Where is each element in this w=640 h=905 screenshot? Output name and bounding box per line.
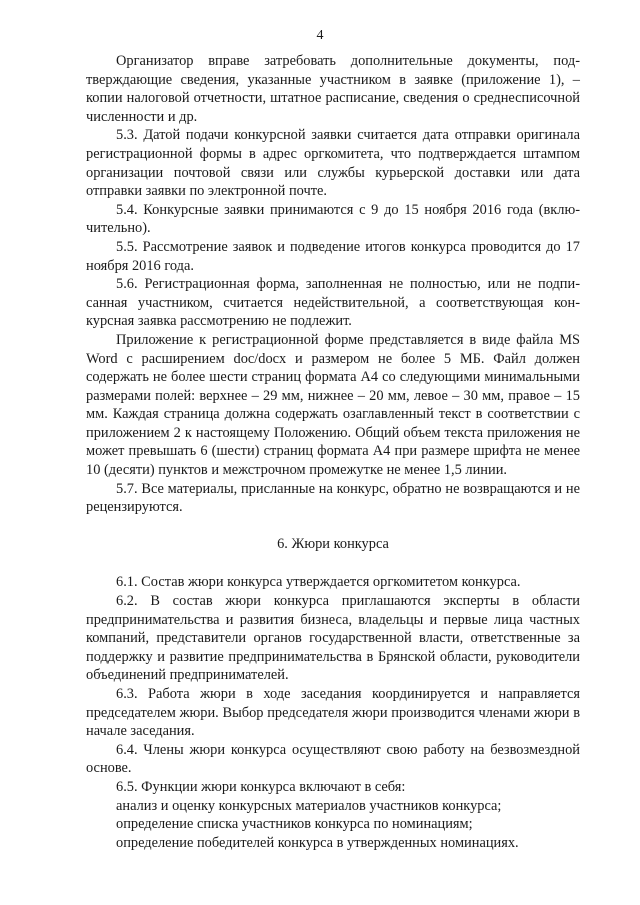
paragraph-5-3: 5.3. Датой подачи конкурсной заявки считается дата отправки оригинала регистрационной формы в адрес оргкомитета, что подтверждается штампом организации почтовой связи или службы курьерской доставки или дата отправки заявки по электронной почте. [86, 127, 580, 200]
page-number: 4 [316, 28, 324, 43]
section-heading-jury: 6. Жюри конкурса [277, 535, 389, 552]
paragraph-6-4: 6.4. Члены жюри конкурса осуществляют свою работу на безвозмездной основе. [86, 741, 580, 777]
paragraph-6-2: 6.2. В состав жюри конкурса приглашаются эксперты в области предпринимательства и развития бизнеса, владельцы и первые лица частных компаний, представители органов государственной власти, ответственные за поддержку и развитие предпринимательства в Брянской области, руководители объединений предпринимателей. [86, 593, 580, 684]
paragraph-5-6: 5.6. Регистрационная форма, заполненная не полностью, или не подписанная участником, считается недействительной, а соответствующая конкурсная заявка рассмотрению не подлежит. [86, 276, 580, 330]
list-item: анализ и оценку конкурсных материалов участников конкурса; [116, 797, 502, 814]
paragraph-5-7: 5.7. Все материалы, присланные на конкурс, обратно не возвращаются и не рецензируются. [86, 480, 580, 516]
paragraph-6-5: 6.5. Функции жюри конкурса включают в себя: [116, 778, 406, 795]
paragraph-5-5: 5.5. Рассмотрение заявок и подведение итогов конкурса проводится до 17 ноября 2016 года. [86, 238, 580, 274]
paragraph-attachment-requirements: Приложение к регистрационной форме представляется в виде файла MS Word с расширением doc/docx и размером не более 5 МБ. Файл должен содержать не более шести страниц формата А4 со следующими минимальными размерами полей: верхнее – 29 мм, нижнее – 20 мм, левое – 30 мм, правое – 15 мм. Каждая страница должна содержать озаглавленный текст в соответствии с приложением 2 к настоящему Положению. Общий объем текста приложения не может превышать 6 (шести) страниц формата А4 при размере шрифта не менее 10 (десяти) пунктов и межстрочном промежутке не менее 1,5 линии. [86, 331, 580, 479]
paragraph-5-4: 5.4. Конкурсные заявки принимаются с 9 до 15 ноября 2016 года (включительно). [86, 201, 580, 237]
paragraph-6-3: 6.3. Работа жюри в ходе заседания координируется и направляется председателем жюри. Выбор председателя жюри производится членами жюри в начале заседания. [86, 686, 580, 740]
paragraph-6-1: 6.1. Состав жюри конкурса утверждается оргкомитетом конкурса. [116, 574, 521, 591]
document-body [86, 52, 580, 852]
list-item: определение победителей конкурса в утвержденных номинациях. [116, 834, 519, 851]
paragraph-organizer-documents: Организатор вправе затребовать дополнительные документы, подтверждающие сведения, указанные участником в заявке (приложение 1), – копии налоговой отчетности, штатное расписание, сведения о среднесписочной численности и др. [86, 53, 580, 125]
list-item: определение списка участников конкурса по номинациям; [116, 816, 473, 833]
